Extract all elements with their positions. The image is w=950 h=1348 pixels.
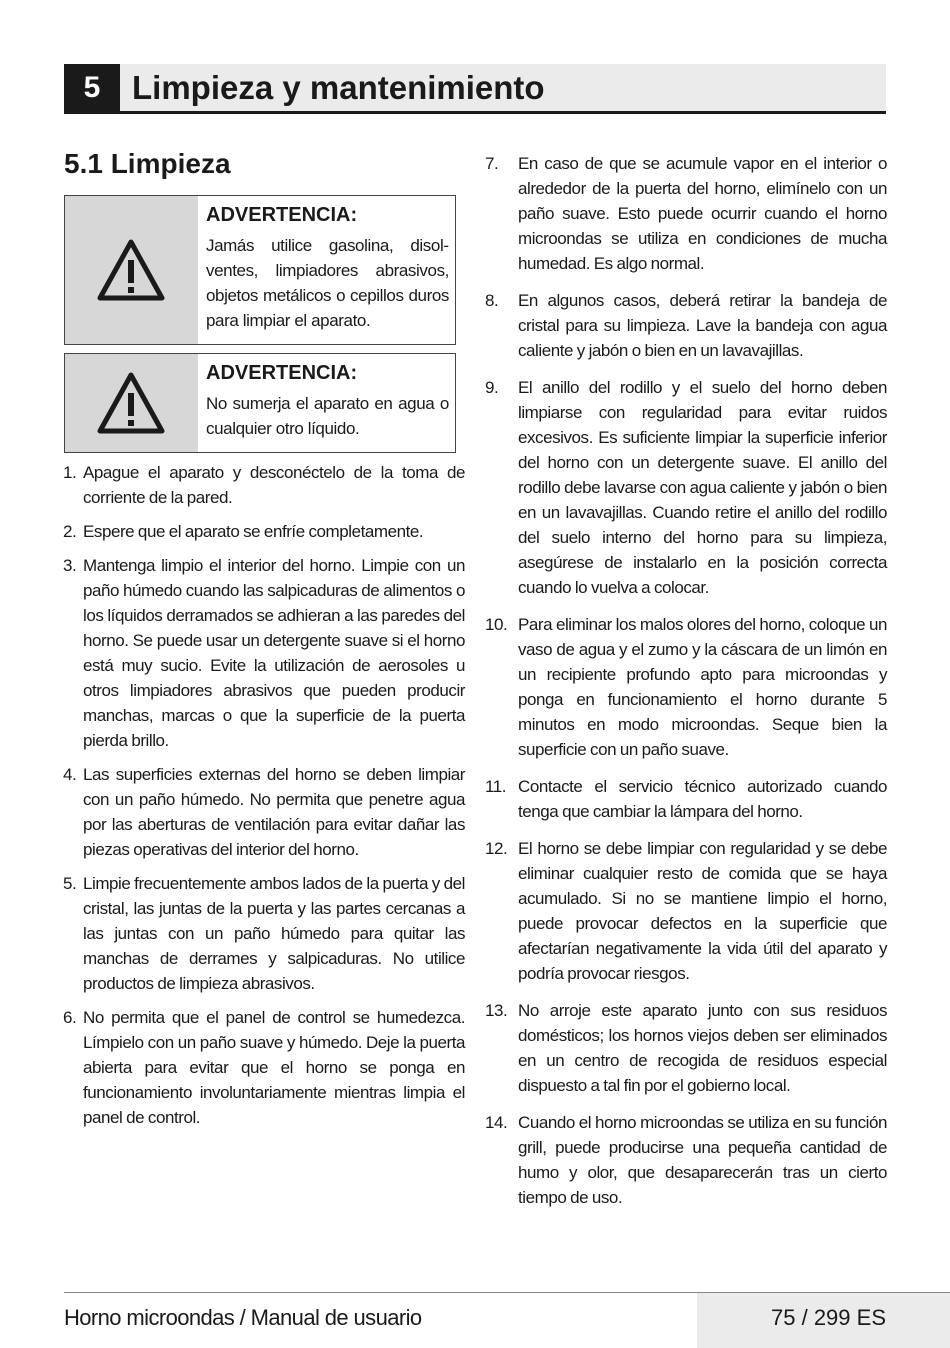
warning-icon-cell: [65, 196, 198, 344]
section-title: 5.1 Limpieza: [64, 148, 231, 179]
item-text: Contacte el servicio técnico autorizado cuando tenga que cambiar la lámpara del horno.: [518, 777, 887, 821]
warning-heading: ADVERTENCIA:: [206, 362, 358, 384]
warning-box-1: [64, 195, 456, 345]
item-text: Mantenga limpio el interior del horno. Limpie con un paño húmedo cuando las salpicaduras de alimentos o los líquidos derramados se adhieran a las paredes del horno. Se puede usar un detergente suave si el horno está muy sucio. Evite la utilización de aerosoles u otros limpiadores abrasivos que pueden producir manchas, marcas o que la superficie de la puerta pierda brillo.: [83, 556, 465, 750]
item-text: Espere que el aparato se enfríe completamente.: [83, 522, 424, 541]
list-item: [485, 375, 887, 600]
item-text: En caso de que se acumule vapor en el interior o alrededor de la puerta del horno, elimínelo con un paño suave. Esto puede ocurrir cuando el horno microondas se utiliza en condiciones de mucha humedad. Es algo normal.: [518, 154, 887, 273]
list-item: [485, 998, 887, 1098]
list-item: [63, 762, 465, 862]
list-item: [63, 553, 465, 753]
cleaning-steps-list: [63, 460, 465, 1130]
item-text: En algunos casos, deberá retirar la bandeja de cristal para su limpieza. Lave la bandeja con agua caliente y jabón o bien en un lavavajillas.: [518, 291, 887, 360]
item-number: 5.: [63, 874, 77, 893]
item-number: 1.: [63, 463, 77, 482]
footer-page-number: 75 / 299 ES: [771, 1305, 886, 1330]
item-number: 8.: [485, 291, 499, 310]
chapter-title: Limpieza y mantenimiento: [132, 69, 545, 106]
item-number: 4.: [63, 765, 77, 784]
warning-text: No sumerja el aparato en agua o cualquier otro líquido.: [206, 394, 449, 438]
list-item: [485, 774, 887, 824]
item-number: 10.: [485, 615, 508, 634]
warning-text: Jamás utilice gasolina, disolventes, limpiadores abrasivos, objetos metálicos o cepillos duros para limpiar el aparato.: [206, 236, 449, 330]
item-text: El horno se debe limpiar con regularidad y se debe eliminar cualquier resto de comida que se haya acumulado. Si no se mantiene limpio el horno, puede provocar defectos en la superficie que afectarían negativamente la vida útil del aparato y podría provocar riesgos.: [518, 839, 887, 983]
warning-triangle-icon: [96, 371, 166, 435]
chapter-number: 5: [64, 64, 120, 111]
warning-triangle-icon: [96, 238, 166, 302]
item-text: No arroje este aparato junto con sus residuos domésticos; los hornos viejos deben ser eliminados en un centro de recogida de residuos especial dispuesto a tal fin por el gobierno local.: [518, 1001, 887, 1095]
item-number: 14.: [485, 1113, 508, 1132]
list-item: [485, 836, 887, 986]
warning-heading: ADVERTENCIA:: [206, 204, 358, 226]
warning-box-2: [64, 353, 456, 453]
cleaning-steps-list: [485, 151, 887, 1210]
left-column: [63, 460, 465, 1139]
item-text: Las superficies externas del horno se deben limpiar con un paño húmedo. No permita que penetre agua por las aberturas de ventilación para evitar dañar las piezas operativas del interior del horno.: [83, 765, 465, 859]
list-item: [63, 460, 465, 510]
item-number: 3.: [63, 556, 77, 575]
item-number: 12.: [485, 839, 508, 858]
item-number: 6.: [63, 1008, 77, 1027]
item-text: No permita que el panel de control se humedezca. Límpielo con un paño suave y húmedo. Deje la puerta abierta para evitar que el horno se ponga en funcionamiento involuntariamente mientras limpia el panel de control.: [83, 1008, 465, 1127]
item-text: Para eliminar los malos olores del horno, coloque un vaso de agua y el zumo y la cáscara de un limón en un recipiente profundo apto para microondas y ponga en funcionamiento el horno durante 5 minutos en modo microondas. Seque bien la superficie con un paño suave.: [518, 615, 887, 759]
chapter-header: [64, 64, 886, 114]
list-item: [63, 1005, 465, 1130]
warning-icon-cell: [65, 354, 198, 452]
list-item: [485, 151, 887, 276]
list-item: [485, 288, 887, 363]
list-item: [63, 519, 465, 544]
list-item: [485, 1110, 887, 1210]
item-text: El anillo del rodillo y el suelo del horno deben limpiarse con regularidad para evitar ruidos excesivos. Es suficiente limpiar la superficie inferior del horno con un detergente suave. El anillo del rodillo debe lavarse con agua caliente y jabón o bien en un lavavajillas. Cuando retire el anillo del rodillo del suelo interno del horno para su limpieza, asegúrese de instalarlo en la posición correcta cuando lo vuelva a colocar.: [518, 378, 887, 597]
footer-manual-title: Horno microondas / Manual de usuario: [64, 1305, 422, 1330]
list-item: [63, 871, 465, 996]
item-text: Apague el aparato y desconéctelo de la toma de corriente de la pared.: [83, 463, 465, 507]
item-number: 7.: [485, 154, 499, 173]
item-number: 11.: [485, 777, 507, 796]
list-item: [485, 612, 887, 762]
item-number: 2.: [63, 522, 77, 541]
right-column: [485, 151, 887, 1222]
item-text: Cuando el horno microondas se utiliza en su función grill, puede producirse una pequeña cantidad de humo y olor, que desaparecerán tras un cierto tiempo de uso.: [518, 1113, 887, 1207]
item-number: 9.: [485, 378, 499, 397]
item-text: Limpie frecuentemente ambos lados de la puerta y del cristal, las juntas de la puerta y las partes cercanas a las juntas con un paño húmedo para quitar las manchas de derrames y salpicaduras. No utilice productos de limpieza abrasivos.: [83, 874, 465, 993]
item-number: 13.: [485, 1001, 508, 1020]
